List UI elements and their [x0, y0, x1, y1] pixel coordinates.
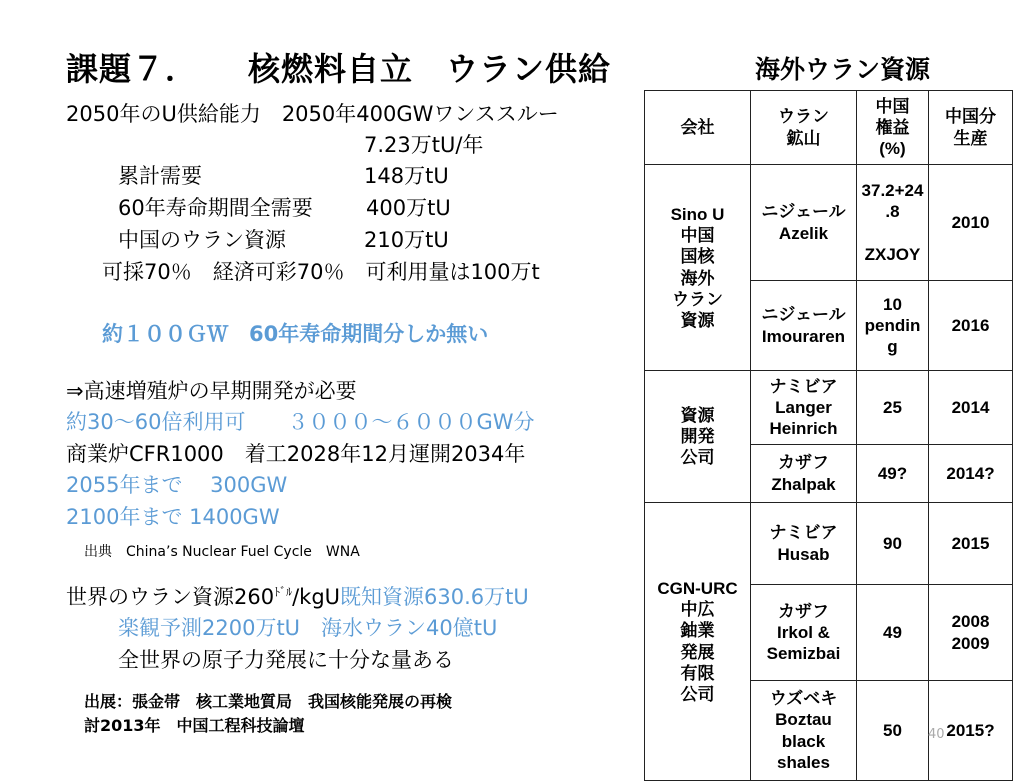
mine-cell-line-1: カザフ — [778, 601, 829, 621]
fbr-needed-line: ⇒高速増殖炉の早期開発が必要 — [66, 379, 357, 403]
mine-cell-line-1: カザフ — [778, 453, 829, 473]
company-cell-line-3: 公司 — [680, 448, 715, 468]
production-year-cell — [929, 165, 1013, 281]
production-year-cell-line-1: 2015? — [946, 720, 995, 740]
production-year-cell-line-1: 2015 — [951, 533, 990, 553]
table-row — [645, 165, 1013, 281]
production-year-cell-line-2: 2009 — [951, 633, 990, 653]
china-share-cell-line-3: g — [887, 337, 898, 357]
china-share-cell-line-3 — [858, 223, 927, 244]
header-cell-line-3: (%) — [879, 139, 906, 159]
mine-cell — [751, 371, 857, 445]
company-cell-line-2: 開発 — [680, 426, 715, 446]
production-year-cell-line-1: 2014 — [951, 397, 990, 417]
company-cell — [645, 371, 751, 503]
production-year-cell — [929, 503, 1013, 585]
production-year-cell — [929, 371, 1013, 445]
lifetime-demand-label: 60年寿命期間全需要 — [118, 196, 313, 220]
slide-title: 課題７． 核燃料自立 ウラン供給 — [66, 50, 612, 88]
production-year-cell-line-1: 2016 — [951, 315, 990, 335]
world-resource-line — [66, 581, 529, 611]
source-note-2b: 討2013年 中国工程科技論壇 — [84, 716, 305, 735]
china-share-cell — [857, 165, 929, 281]
company-cell — [645, 503, 751, 781]
production-year-cell-line-1: 2014? — [946, 463, 995, 483]
mine-cell-line-3: Semizbai — [766, 644, 841, 664]
lifetime-demand-value: 400万tU — [366, 196, 451, 220]
header-cell-line-1: ウラン — [778, 107, 829, 127]
header-cell-line-2: 生産 — [953, 128, 988, 148]
mine-cell-line-2: Irkol & — [777, 622, 830, 642]
cfr1000-line: 商業炉CFR1000 着工2028年12月運開2034年 — [66, 442, 526, 466]
header-cell-line-1: 会社 — [680, 117, 715, 137]
table-title: 海外ウラン資源 — [755, 55, 931, 84]
target-2100-line: 2100年まで 1400GW — [66, 505, 280, 529]
mine-cell-line-2: Zhalpak — [771, 474, 836, 494]
china-share-cell-line-4: ZXJOY — [864, 244, 921, 264]
china-share-cell — [857, 445, 929, 503]
china-share-cell — [857, 503, 929, 585]
production-year-cell-line-1: 2010 — [951, 212, 990, 232]
china-share-cell-line-1: 49 — [883, 622, 902, 642]
company-cell-line-2: 中広 — [680, 600, 715, 619]
optimistic-forecast-line: 楽観予測2200万tU 海水ウラン40億tU — [118, 616, 498, 640]
china-share-cell-line-1: 10 — [883, 294, 902, 314]
mine-cell-line-2: Azelik — [778, 223, 829, 243]
highlight-100gw: 約１００ＧＷ 60年寿命期間分しか無い — [102, 322, 489, 346]
table-header-row — [645, 91, 1013, 165]
header-cell-line-1: 中国分 — [945, 107, 996, 127]
china-share-cell-line-2: pendin — [864, 315, 921, 335]
header-cell-line-2: 権益 — [875, 117, 910, 137]
china-resource-label: 中国のウラン資源 — [118, 228, 286, 252]
mine-cell-line-3: black — [781, 731, 826, 751]
company-cell-line-4: 発展 — [680, 642, 715, 662]
header-cell — [929, 91, 1013, 165]
china-share-cell — [857, 585, 929, 681]
company-cell-line-1: CGN-URC — [657, 578, 738, 598]
china-share-cell — [857, 681, 929, 781]
company-cell-line-3: 国核 — [680, 247, 715, 267]
mine-cell — [751, 681, 857, 781]
mine-cell — [751, 585, 857, 681]
page-number: 40 — [928, 727, 945, 742]
company-cell-line-5: 有限 — [680, 663, 715, 683]
source-note-2a: 出展：張金帯 核工業地質局 我国核能発展の再検 — [84, 692, 453, 711]
china-share-cell-line-1: 25 — [883, 397, 902, 417]
company-cell-line-6: 資源 — [680, 311, 715, 330]
dollar-unit: ﾄﾞﾙ — [274, 585, 293, 599]
mine-cell-line-2: Langer — [775, 397, 832, 417]
table-row — [645, 503, 1013, 585]
china-share-cell-line-1: 37.2+24 — [861, 181, 924, 200]
source-note-1: 出典 China’s Nuclear Fuel Cycle WNA — [84, 544, 360, 560]
mine-cell-line-1: ナミビア — [769, 376, 838, 396]
company-cell-line-3: 鈾業 — [680, 621, 715, 641]
company-cell-line-6: 公司 — [680, 685, 715, 704]
mine-cell-line-1: ナミビア — [769, 523, 838, 543]
cumulative-demand-value: 148万tU — [364, 164, 449, 188]
mine-cell-line-2: Boztau — [775, 710, 832, 730]
table-body — [645, 91, 1013, 781]
table-row — [645, 371, 1013, 445]
recoverable-line: 可採70％ 経済可彩70％ 可利用量は100万t — [102, 260, 540, 284]
company-cell-line-1: 資源 — [680, 405, 715, 425]
china-share-cell-line-1: 49? — [877, 463, 908, 483]
china-share-cell-line-1: 90 — [883, 533, 902, 553]
header-cell-line-1: 中国 — [875, 96, 910, 116]
china-share-cell-line-2: .8 — [885, 202, 900, 222]
header-cell — [645, 91, 751, 165]
mine-cell — [751, 281, 857, 371]
per-kgu-unit: /kgU — [292, 585, 341, 609]
header-cell-line-2: 鉱山 — [786, 128, 821, 148]
mine-cell — [751, 165, 857, 281]
china-share-cell — [857, 281, 929, 371]
company-cell-line-2: 中国 — [680, 226, 715, 245]
mine-cell-line-1: ウズベキ — [769, 689, 838, 708]
supply-capacity-line: 2050年のU供給能力 2050年400GWワンススルー — [66, 102, 559, 126]
production-year-cell — [929, 585, 1013, 681]
target-2055-line: 2055年まで 300GW — [66, 473, 288, 497]
mine-cell — [751, 445, 857, 503]
china-resource-value: 210万tU — [364, 228, 449, 252]
mine-cell — [751, 503, 857, 585]
header-cell — [751, 91, 857, 165]
sufficient-line: 全世界の原子力発展に十分な量ある — [118, 648, 454, 672]
mine-cell-line-4: shales — [777, 752, 830, 772]
production-year-cell — [929, 445, 1013, 503]
china-share-cell-line-1: 50 — [883, 720, 902, 740]
company-cell-line-5: ウラン — [672, 289, 723, 309]
mine-cell-line-1: ニジェール — [761, 202, 846, 222]
header-cell — [857, 91, 929, 165]
mine-cell-line-3: Heinrich — [769, 419, 838, 439]
china-share-cell — [857, 371, 929, 445]
company-cell-line-4: 海外 — [680, 268, 715, 288]
world-resource-text: 世界のウラン資源260 — [66, 585, 275, 609]
annual-demand-line: 7.23万tU/年 — [364, 133, 484, 157]
utilization-line: 約30～60倍利用可 ３０００～６０００GW分 — [66, 410, 535, 434]
overseas-uranium-table — [644, 90, 1013, 781]
mine-cell-line-2: Husab — [777, 544, 830, 564]
production-year-cell — [929, 281, 1013, 371]
company-cell — [645, 165, 751, 371]
mine-cell-line-1: ニジェール — [761, 305, 846, 325]
mine-cell-line-2: Imouraren — [761, 326, 846, 346]
company-cell-line-1: Sino U — [670, 204, 725, 224]
cumulative-demand-label: 累計需要 — [118, 164, 202, 188]
known-resource-text: 既知資源630.6万tU — [340, 585, 529, 609]
production-year-cell-line-1: 2008 — [951, 612, 990, 632]
